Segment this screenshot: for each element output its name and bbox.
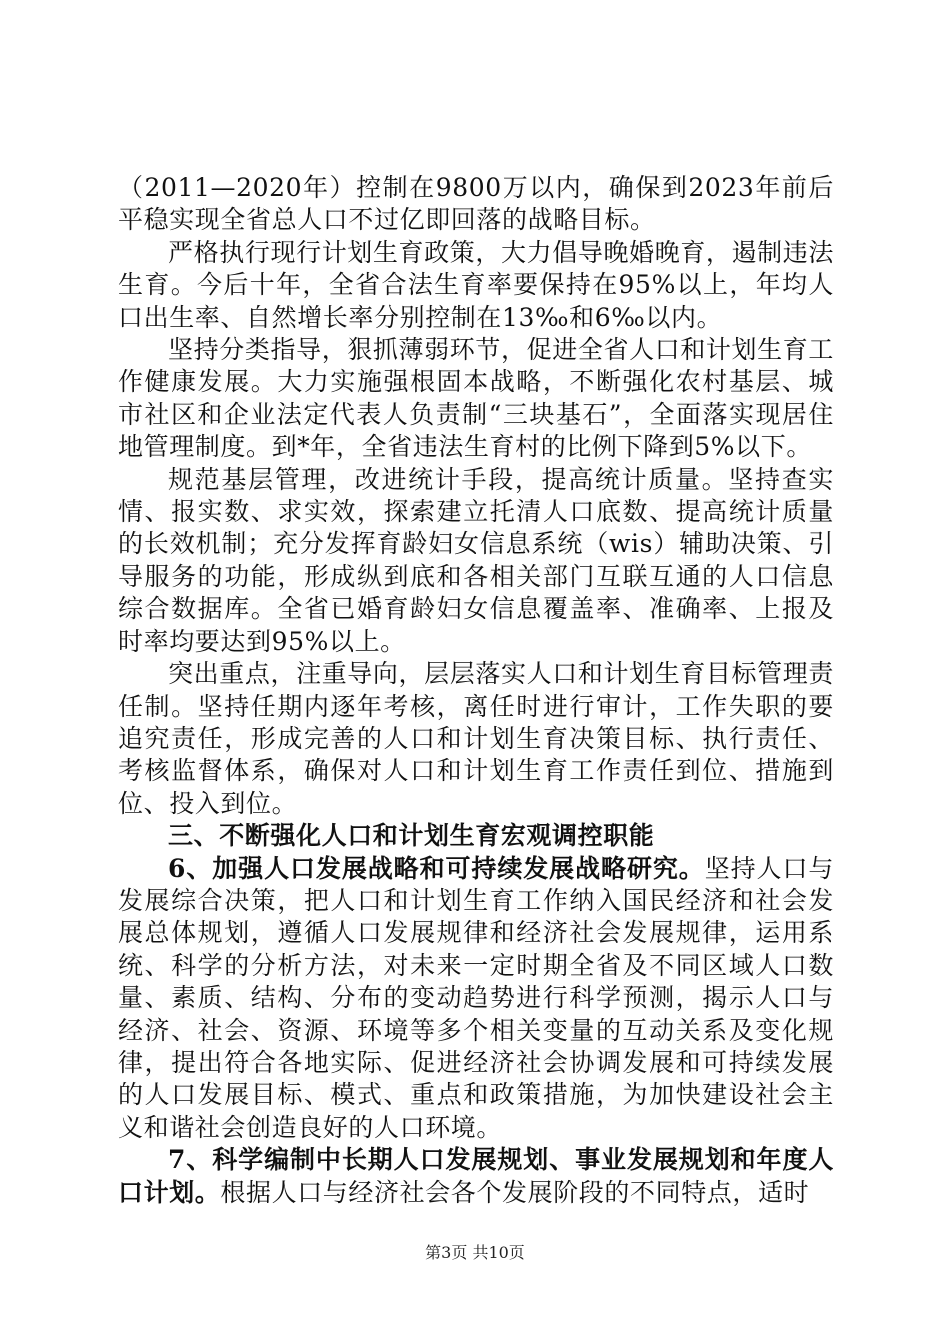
item-7-title: 7、科学编制中长期人口发展规划、事业发展规划和年度人口计划。 xyxy=(118,1145,834,1207)
item-6-title: 6、加强人口发展战略和可持续发展战略研究。 xyxy=(168,853,705,883)
section-heading-3: 三、不断强化人口和计划生育宏观调控职能 xyxy=(168,821,655,851)
item-6-text: 坚持人口与发展综合决策，把人口和计划生育工作纳入国民经济和社会发展总体规划，遵循人口发展规律和经济社会发展规律，运用系统、科学的分析方法，对未来一定时期全省及不同区域人口数量、素质、结构、分布的变动趋势进行科学预测，揭示人口与经济、社会、资源、环境等多个相关变量的互动关系及变化规律，提出符合各地实际、促进经济社会协调发展和可持续发展的人口发展目标、模式、重点和政策措施，为加快建设社会主义和谐社会创造良好的人口环境。 xyxy=(118,853,834,1142)
paragraph-continued: （2011—2020年）控制在9800万以内，确保到2023年前后平稳实现全省总人口不过亿即回落的战略目标。 xyxy=(118,173,834,235)
paragraph-statistics-management: 规范基层管理，改进统计手段，提高统计质量。坚持查实情、报实数、求实效，探索建立托清人口底数、提高统计质量的长效机制；充分发挥育龄妇女信息系统（wis）辅助决策、引导服务的功能，形成纵到底和各相关部门互联互通的人口信息综合数据库。全省已婚育龄妇女信息覆盖率、准确率、上报及时率均要达到95%以上。 xyxy=(118,464,834,656)
item-7-text: 根据人口与经济社会各个发展阶段的不同特点，适时 xyxy=(220,1177,810,1207)
page-footer: 第3页 共10页 xyxy=(425,1243,525,1262)
paragraph-responsibility-system: 突出重点，注重导向，层层落实人口和计划生育目标管理责任制。坚持任期内逐年考核，离任时进行审计，工作失职的要追究责任，形成完善的人口和计划生育决策目标、执行责任、考核监督体系，确保对人口和计划生育工作责任到位、措施到位、投入到位。 xyxy=(118,659,834,818)
document-body xyxy=(118,172,834,1209)
paragraph-classified-guidance: 坚持分类指导，狠抓薄弱环节，促进全省人口和计划生育工作健康发展。大力实施强根固本战略，不断强化农村基层、城市社区和企业法定代表人负责制“三块基石”，全面落实现居住地管理制度。到*年，全省违法生育村的比例下降到5%以下。 xyxy=(118,335,834,462)
paragraph-birth-policy: 严格执行现行计划生育政策，大力倡导晚婚晚育，遏制违法生育。今后十年，全省合法生育率要保持在95%以上，年均人口出生率、自然增长率分别控制在13‰和6‰以内。 xyxy=(118,237,834,332)
paragraph-item-7 xyxy=(118,1144,834,1209)
paragraph-item-6 xyxy=(118,853,834,1145)
